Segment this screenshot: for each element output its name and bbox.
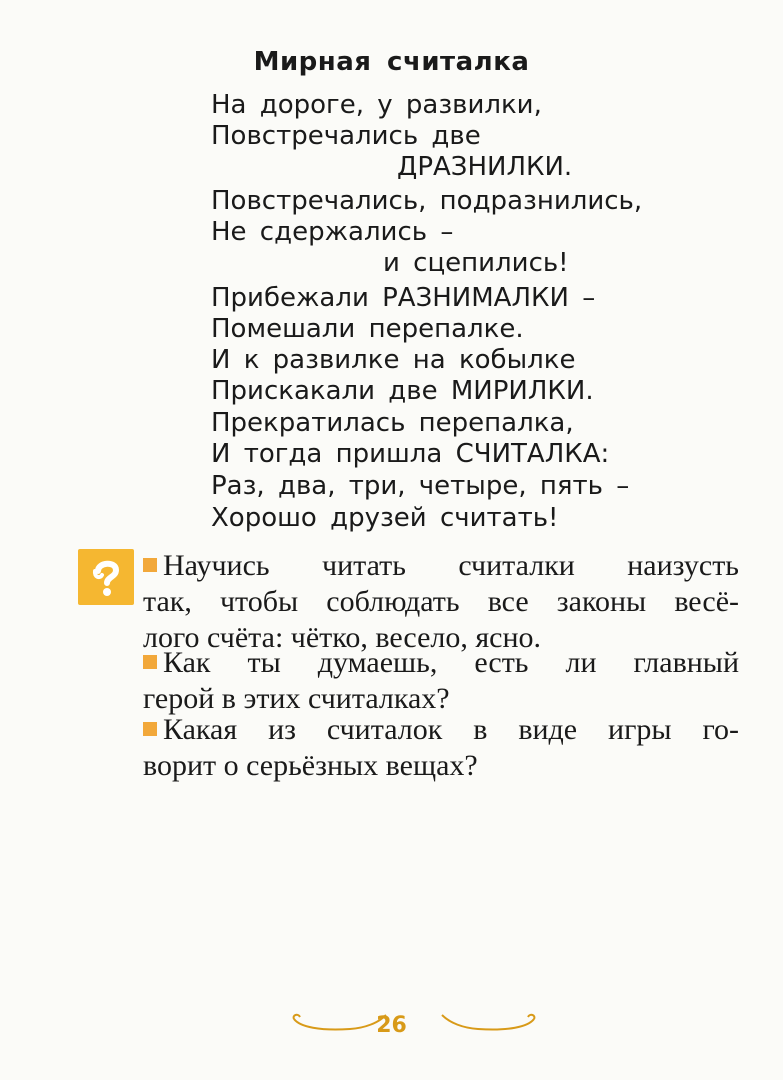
question-mark-icon <box>78 549 134 605</box>
bullet-square-icon <box>143 655 157 669</box>
poem-line: Прискакали две МИРИЛКИ. <box>211 376 594 406</box>
question-1 <box>143 548 739 656</box>
poem-line: Помешали перепалке. <box>211 314 524 344</box>
poem-line: Прекратилась перепалка, <box>211 408 574 438</box>
question-3 <box>143 712 739 784</box>
question-text: ворит о серьёзных вещах? <box>143 749 478 782</box>
question-text: Как ты думаешь, есть ли главный <box>163 646 739 679</box>
poem-line: Хорошо друзей считать! <box>211 503 559 533</box>
question-text: Научись читать считалки наизусть <box>163 549 739 582</box>
bullet-square-icon <box>143 558 157 572</box>
poem-line: И тогда пришла СЧИТАЛКА: <box>211 439 610 469</box>
poem-line: Раз, два, три, четыре, пять – <box>211 471 630 501</box>
poem-line: И к развилке на кобылке <box>211 345 576 375</box>
bullet-square-icon <box>143 722 157 736</box>
flourish-right-icon <box>438 1009 538 1039</box>
poem-line: ДРАЗНИЛКИ. <box>397 152 573 182</box>
poem-line: Повстречались две <box>211 121 481 151</box>
question-text: лого счёта: чётко, весело, ясно. <box>143 621 542 654</box>
poem-title: Мирная считалка <box>253 47 530 77</box>
poem-line: Прибежали РАЗНИМАЛКИ – <box>211 283 596 313</box>
question-text: Какая из считалок в виде игры го- <box>163 713 739 746</box>
question-text: так, чтобы соблюдать все законы весё- <box>143 585 739 618</box>
poem-line: и сцепились! <box>383 248 569 278</box>
page-footer <box>0 1005 783 1045</box>
question-text: герой в этих считалках? <box>143 682 450 715</box>
poem-line: Повстречались, подразнились, <box>211 186 643 216</box>
poem-line: На дороге, у развилки, <box>211 90 542 120</box>
page-number: 26 <box>376 1013 407 1038</box>
question-2 <box>143 645 739 717</box>
poem-line: Не сдержались – <box>211 217 454 247</box>
